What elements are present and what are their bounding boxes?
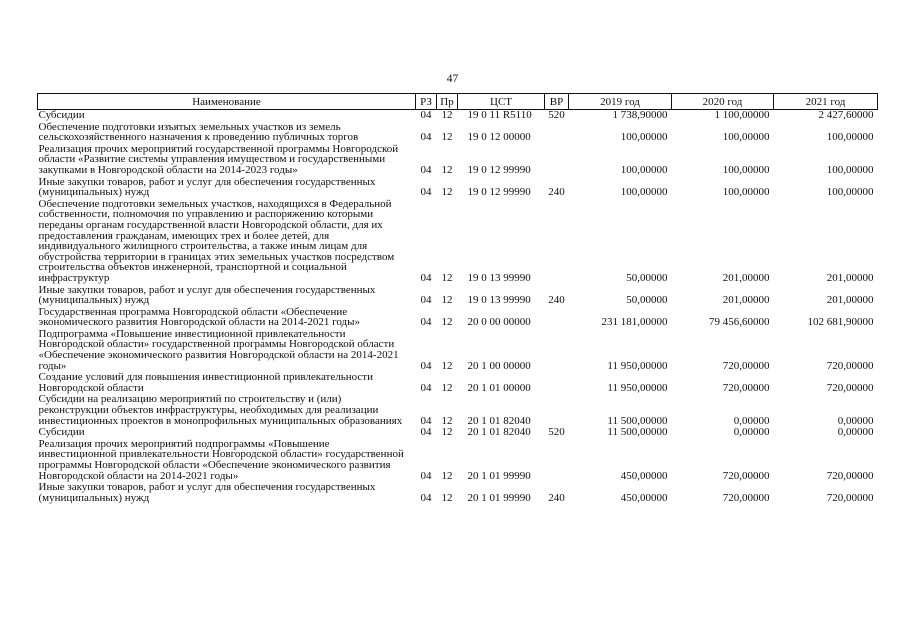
row-2021: 100,00000: [826, 131, 874, 144]
header-cst: ЦСТ: [458, 94, 545, 110]
row-rz: 04: [420, 316, 432, 329]
row-pr: 12: [441, 131, 453, 144]
row-vr: [545, 122, 569, 144]
table-row: [38, 307, 878, 329]
header-pr: Пр: [437, 94, 458, 110]
row-2019: 450,00000: [620, 469, 668, 482]
row-2021: 720,00000: [826, 469, 874, 482]
row-2020: 0,00000: [733, 414, 770, 427]
row-pr: 12: [441, 491, 453, 504]
row-2019: 50,00000: [626, 271, 668, 284]
row-2020: 1 100,00000: [714, 109, 770, 121]
row-pr: 12: [441, 186, 453, 199]
row-name: Субсидии: [38, 426, 85, 439]
row-2019: 100,00000: [620, 131, 668, 144]
row-cst: 19 0 11 R5110: [467, 109, 532, 121]
header-vr: ВР: [545, 94, 569, 110]
row-rz: 04: [420, 163, 432, 176]
row-2021: 201,00000: [826, 294, 874, 307]
row-2019: 1 738,90000: [612, 109, 668, 121]
table-header-row: [38, 94, 878, 110]
row-cst: 19 0 12 99990: [467, 163, 531, 176]
row-pr: 12: [441, 381, 453, 394]
row-rz: 04: [420, 426, 432, 439]
row-vr: 240: [548, 294, 565, 307]
row-2019: 11 500,00000: [607, 426, 668, 439]
row-2020: 0,00000: [733, 426, 770, 439]
row-cst: 20 1 01 00000: [467, 381, 531, 394]
row-cst: 20 0 00 00000: [467, 316, 531, 329]
row-vr: 520: [548, 109, 565, 121]
row-vr: [545, 144, 569, 177]
table-row: [38, 177, 878, 199]
row-2021: 2 427,60000: [818, 109, 874, 121]
row-name: Государственная программа Новгородской области «Обеспечение экономического развития Новгородской области на 2014-2021 годы»: [38, 305, 361, 329]
row-name: Субсидии: [38, 109, 85, 121]
row-pr: 12: [441, 414, 453, 427]
row-2020: 720,00000: [722, 359, 770, 372]
header-2021: 2021 год: [774, 94, 878, 110]
row-cst: 19 0 13 99990: [467, 271, 531, 284]
table-row: [38, 122, 878, 144]
row-name: Подпрограмма «Повышение инвестиционной привлекательности Новгородской области» государственной программы Новгородской области «Обеспечение экономического развития Новгородской области на 2014-2021 годы»: [38, 327, 399, 372]
row-2020: 720,00000: [722, 381, 770, 394]
row-pr: 12: [441, 469, 453, 482]
row-rz: 04: [420, 294, 432, 307]
budget-table: [37, 93, 878, 504]
row-rz: 04: [420, 109, 432, 121]
page-number: 47: [446, 73, 459, 85]
row-2019: 50,00000: [626, 294, 668, 307]
row-name: Обеспечение подготовки изъятых земельных участков из земель сельскохозяйственного назначения к проведению публичных торгов: [38, 120, 359, 144]
row-2021: 720,00000: [826, 381, 874, 394]
row-2021: 720,00000: [826, 359, 874, 372]
row-vr: [545, 199, 569, 285]
table-row: [38, 439, 878, 482]
row-2020: 100,00000: [722, 186, 770, 199]
row-cst: 20 1 01 82040: [467, 414, 531, 427]
row-2019: 11 500,00000: [607, 414, 668, 427]
row-cst: 20 1 01 99990: [467, 469, 531, 482]
row-rz: 04: [420, 359, 432, 372]
row-pr: 12: [441, 359, 453, 372]
row-2021: 0,00000: [837, 414, 874, 427]
row-rz: 04: [420, 469, 432, 482]
row-2019: 11 950,00000: [607, 359, 668, 372]
row-cst: 20 1 01 82040: [467, 426, 531, 439]
row-pr: 12: [441, 316, 453, 329]
row-name: Иные закупки товаров, работ и услуг для обеспечения государственных (муниципальных) нужд: [38, 283, 376, 307]
row-2020: 720,00000: [722, 491, 770, 504]
row-vr: [545, 329, 569, 372]
row-2020: 100,00000: [722, 131, 770, 144]
header-name: Наименование: [38, 94, 416, 110]
row-name: Иные закупки товаров, работ и услуг для обеспечения государственных (муниципальных) нужд: [38, 175, 376, 199]
row-name: Иные закупки товаров, работ и услуг для обеспечения государственных (муниципальных) нужд: [38, 481, 376, 504]
row-cst: 19 0 12 00000: [467, 131, 531, 144]
row-name: Реализация прочих мероприятий государственной программы Новгородской области «Развитие системы управления имуществом и государственными закупками в Новгородской области на 2014-2023 годы»: [38, 142, 399, 176]
table-row: [38, 285, 878, 307]
row-2020: 720,00000: [722, 469, 770, 482]
row-vr: 240: [548, 491, 565, 504]
row-2021: 201,00000: [826, 271, 874, 284]
row-2020: 201,00000: [722, 271, 770, 284]
row-2019: 231 181,00000: [601, 316, 668, 329]
row-name: Обеспечение подготовки земельных участков, находящихся в Федеральной собственности, полномочия по управлению и распоряжению которыми переданы органам государственной власти Новгородской области, для их предоставления гражданам, имеющих трех и более детей, для индивидуального жилищного строительства, а также иным лицам для обустройства территории в границах этих земельных участков посредством строительства объектов инженерной, транспортной и социальной инфраструктур: [38, 197, 395, 284]
row-vr: [545, 439, 569, 482]
row-2019: 100,00000: [620, 163, 668, 176]
row-2021: 720,00000: [826, 491, 874, 504]
row-pr: 12: [441, 294, 453, 307]
row-pr: 12: [441, 271, 453, 284]
row-name: Реализация прочих мероприятий подпрограммы «Повышение инвестиционной привлекательности Новгородской области» государственной программы Новгородской области «Обеспечение экономического развития Новгородской области на 2014-2021 годы»: [38, 437, 404, 482]
table-row: [38, 329, 878, 372]
row-2020: 100,00000: [722, 163, 770, 176]
row-vr: [545, 372, 569, 394]
table-row: [38, 199, 878, 285]
row-2020: 79 456,60000: [709, 316, 770, 329]
row-name: Создание условий для повышения инвестиционной привлекательности Новгородской области: [38, 371, 373, 394]
row-rz: 04: [420, 271, 432, 284]
row-2021: 0,00000: [837, 426, 874, 439]
row-vr: [545, 394, 569, 427]
row-2021: 100,00000: [826, 163, 874, 176]
row-2021: 100,00000: [826, 186, 874, 199]
row-rz: 04: [420, 381, 432, 394]
row-cst: 19 0 12 99990: [467, 186, 531, 199]
header-2019: 2019 год: [569, 94, 672, 110]
row-2019: 11 950,00000: [607, 381, 668, 394]
table-body: [38, 110, 878, 505]
row-vr: 240: [548, 186, 565, 199]
row-rz: 04: [420, 186, 432, 199]
table-row: [38, 372, 878, 394]
row-pr: 12: [441, 163, 453, 176]
row-pr: 12: [441, 109, 453, 121]
header-rz: РЗ: [416, 94, 437, 110]
row-vr: 520: [548, 426, 565, 439]
row-name: Субсидии на реализацию мероприятий по строительству и (или) реконструкции объектов инфраструктуры, необходимых для реализации инвестиционных проектов в монопрофильных муниципальных образованиях: [38, 393, 403, 427]
table-row: [38, 110, 878, 122]
table-row: [38, 394, 878, 427]
row-2019: 450,00000: [620, 491, 668, 504]
row-2020: 201,00000: [722, 294, 770, 307]
row-cst: 20 1 01 99990: [467, 491, 531, 504]
row-vr: [545, 307, 569, 329]
table-row: [38, 482, 878, 504]
row-rz: 04: [420, 414, 432, 427]
row-rz: 04: [420, 131, 432, 144]
row-pr: 12: [441, 426, 453, 439]
row-cst: 19 0 13 99990: [467, 294, 531, 307]
row-2021: 102 681,90000: [807, 316, 874, 329]
table-row: [38, 144, 878, 177]
row-rz: 04: [420, 491, 432, 504]
row-2019: 100,00000: [620, 186, 668, 199]
header-2020: 2020 год: [672, 94, 774, 110]
row-cst: 20 1 00 00000: [467, 359, 531, 372]
